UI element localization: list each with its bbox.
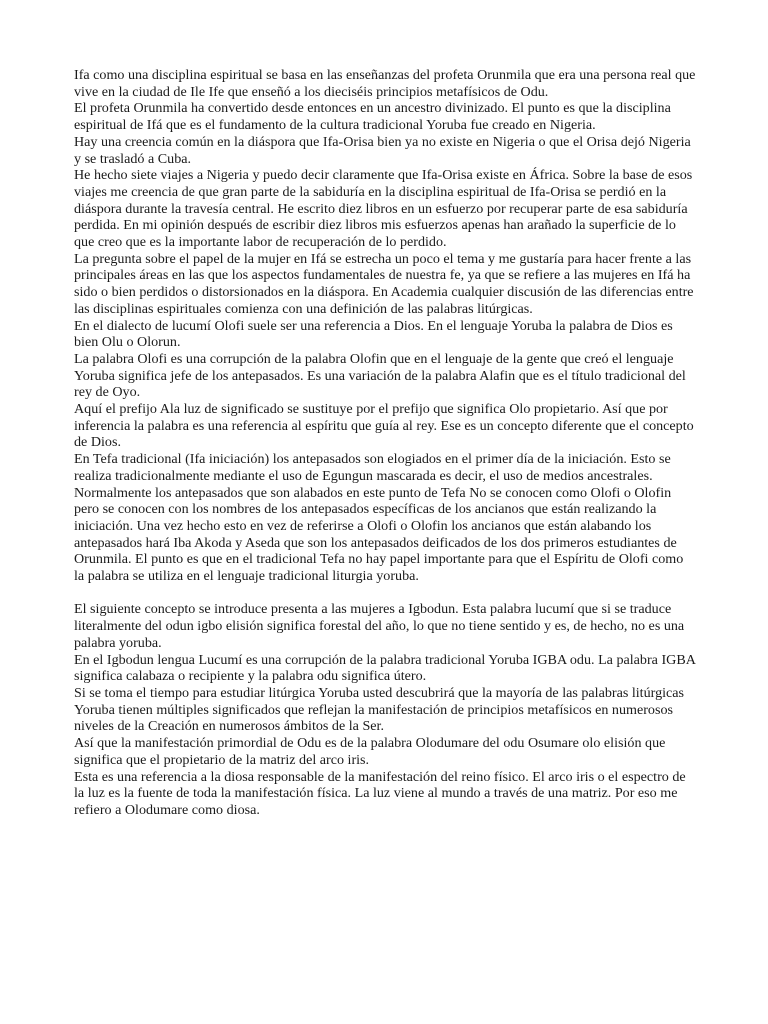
paragraph: La palabra Olofi es una corrupción de la palabra Olofin que en el lenguaje de la gente que creó el lenguaje Yoruba significa jefe de los antepasados. Es una variación de la palabra Alafin que es el título tradicional del rey de Oyo.: [74, 350, 686, 401]
paragraph: En el dialecto de lucumí Olofi suele ser una referencia a Dios. En el lenguaje Yoruba la palabra de Dios es bien Olu o Olorun.: [74, 317, 673, 351]
paragraph: Ifa como una disciplina espiritual se basa en las enseñanzas del profeta Orunmila que era una persona real que vive en la ciudad de Ile Ife que enseñó a los dieciséis principios metafísicos de Odu.: [74, 67, 696, 100]
section-gap: [74, 585, 696, 602]
paragraph: Si se toma el tiempo para estudiar litúrgica Yoruba usted descubrirá que la mayoría de las palabras litúrgicas Yoruba tienen múltiples significados que reflejan la manifestación de principios metafísicos en numerosos niveles de la Creación en numerosos ámbitos de la Ser.: [74, 685, 685, 735]
paragraph: He hecho siete viajes a Nigeria y puedo decir claramente que Ifa-Orisa existe en África. Sobre la base de esos viajes me creencia de que gran parte de la sabiduría en la disciplina espiritual de Ifa-Orisa se perdió en la diáspora durante la travesía central. He escrito diez libros en un esfuerzo por recuperar parte de esa sabiduría perdida. En mi opinión después de escribir diez libros mis esfuerzos apenas han arañado la superficie de lo que creo que es la importante labor de recuperación de lo perdido.: [74, 167, 693, 251]
paragraph: Hay una creencia común en la diáspora que Ifa-Orisa bien ya no existe en Nigeria o que el Orisa dejó Nigeria y se trasladó a Cuba.: [74, 133, 691, 167]
paragraph: Aquí el prefijo Ala luz de significado se sustituye por el prefijo que significa Olo propietario. Así que por inferencia la palabra es una referencia al espíritu que guía al rey. Ese es un concepto diferente que el concepto de Dios.: [74, 401, 694, 451]
paragraph: En el Igbodun lengua Lucumí es una corrupción de la palabra tradicional Yoruba IGBA odu. La palabra IGBA significa calabaza o recipiente y la palabra odu significa útero.: [74, 651, 696, 685]
paragraph: La pregunta sobre el papel de la mujer en Ifá se estrecha un poco el tema y me gustaría para hacer frente a las principales áreas en las que los aspectos fundamentales de nuestra fe, ya que se refiere a las mujeres en Ifá ha sido o bien perdidos o distorsionados en la diáspora. En Academia cualquier discusión de las diferencias entre las disciplinas espirituales comienza con una definición de las palabras litúrgicas.: [74, 250, 694, 317]
paragraph: Así que la manifestación primordial de Odu es de la palabra Olodumare del odu Osumare olo elisión que significa que el propietario de la matriz del arco iris.: [74, 735, 666, 768]
paragraph: Esta es una referencia a la diosa responsable de la manifestación del reino físico. El arco iris o el espectro de la luz es la fuente de toda la manifestación física. La luz viene al mundo a través de una matriz. Por eso me refiero a Olodumare como diosa.: [74, 768, 686, 818]
paragraph: En Tefa tradicional (Ifa iniciación) los antepasados son elogiados en el primer día de la iniciación. Esto se realiza tradicionalmente mediante el uso de Egungun mascarada es decir, el uso de medios ancestrales. Normalmente los antepasados que son alabados en este punto de Tefa No se conocen como Olofi o Olofin pero se conocen con los nombres de los antepasados específicas de los ancianos que están realizando la iniciación. Una vez hecho esto en vez de referirse a Olofi o Olofin los ancianos que están alabando los antepasados hará Iba Akoda y Aseda que son los antepasados deificados de los dos primeros estudiantes de Orunmila. El punto es que en el tradicional Tefa no hay papel importante para que el Espíritu de Olofi como la palabra se utiliza en el lenguaje tradicional liturgia yoruba.: [74, 451, 684, 585]
paragraph: El siguiente concepto se introduce presenta a las mujeres a Igbodun. Esta palabra lucumí que si se traduce literalmente del odun igbo elisión significa forestal del año, lo que no tiene sentido y es, de hecho, no es una palabra yoruba.: [74, 601, 685, 651]
document-page: [74, 67, 696, 819]
paragraph: El profeta Orunmila ha convertido desde entonces en un ancestro divinizado. El punto es que la disciplina espiritual de Ifá que es el fundamento de la cultura tradicional Yoruba fue creado en Nigeria.: [74, 100, 671, 134]
